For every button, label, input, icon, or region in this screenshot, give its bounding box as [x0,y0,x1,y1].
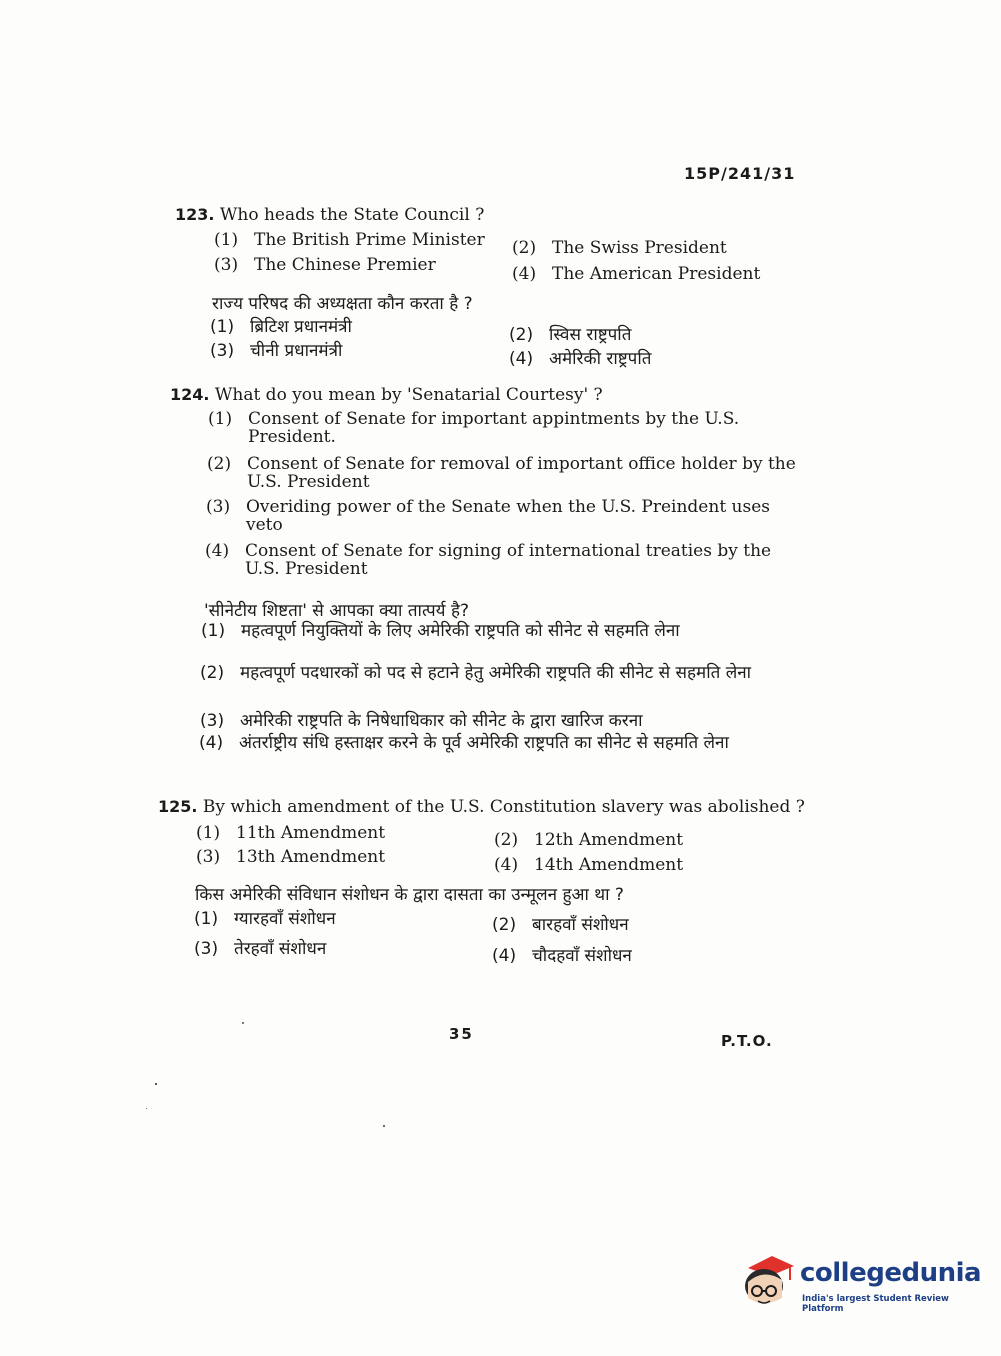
option-hi: (3) चीनी प्रधानमंत्री [210,341,343,361]
scan-speck [155,1083,157,1085]
question-number: 125. [158,797,198,816]
option-en: (3) Overiding power of the Senate when the U.S. Preindent uses veto [206,497,771,535]
option-hi: (2) बारहवाँ संशोधन [492,915,629,935]
question-text-en: What do you mean by 'Senatarial Courtesy' ? [214,385,603,405]
question-number: 123. [175,205,215,224]
question-124 [170,385,603,405]
option-en: (1) 11th Amendment [196,823,386,843]
option-en: (2) Consent of Senate for removal of important office holder by the U.S. President [207,454,796,492]
scan-speck [242,1022,244,1024]
option-en: (2) The Swiss President [512,238,727,258]
option-en: (3) 13th Amendment [196,847,386,867]
question-text-en: By which amendment of the U.S. Constitution slavery was abolished ? [202,797,805,817]
option-hi: (3) अमेरिकी राष्ट्रपति के निषेधाधिकार को सीनेट के द्वारा खारिज करना [200,711,643,731]
option-hi: (2) स्विस राष्ट्रपति [509,325,632,345]
option-hi: (1) ब्रिटिश प्रधानमंत्री [210,317,352,337]
option-en: (3) The Chinese Premier [214,255,436,275]
option-hi: (2) महत्वपूर्ण पदधारकों को पद से हटाने हेतु अमेरिकी राष्ट्रपति की सीनेट से सहमति लेना [200,663,752,683]
option-en: (4) The American President [512,264,761,284]
question-125 [158,797,805,817]
mascot-icon [742,1254,794,1310]
option-hi: (3) तेरहवाँ संशोधन [194,939,327,959]
question-number: 124. [170,385,210,404]
option-hi: (1) महत्वपूर्ण नियुक्तियों के लिए अमेरिकी राष्ट्रपति को सीनेट से सहमति लेना [201,621,680,641]
option-en: (2) 12th Amendment [494,830,684,850]
pto-label: P.T.O. [721,1032,773,1050]
scan-speck [146,1108,147,1109]
option-hi: (1) ग्यारहवाँ संशोधन [194,909,336,929]
page-number: 35 [449,1025,474,1043]
paper-code: 15P/241/31 [684,164,796,183]
question-text-hi: किस अमेरिकी संविधान संशोधन के द्वारा दासता का उन्मूलन हुआ था ? [195,885,624,905]
option-hi: (4) अमेरिकी राष्ट्रपति [509,349,652,369]
question-text-hi: 'सीनेटीय शिष्टता' से आपका क्या तात्पर्य है? [204,601,469,621]
option-en: (4) Consent of Senate for signing of international treaties by the U.S. President [205,541,772,579]
option-hi: (4) चौदहवाँ संशोधन [492,946,632,966]
option-en: (1) Consent of Senate for important appintments by the U.S. President. [208,409,740,447]
question-text-hi: राज्य परिषद की अध्यक्षता कौन करता है ? [212,294,473,314]
collegedunia-logo[interactable] [742,1254,982,1314]
option-hi: (4) अंतर्राष्ट्रीय संधि हस्ताक्षर करने के पूर्व अमेरिकी राष्ट्रपति का सीनेट से सहमति लेना [199,733,729,753]
option-en: (4) 14th Amendment [494,855,684,875]
brand-name: collegedunia [800,1258,982,1288]
brand-tagline: India's largest Student Review Platform [802,1294,949,1314]
question-123 [175,205,484,225]
scan-speck [383,1125,385,1127]
question-text-en: Who heads the State Council ? [219,205,485,225]
option-en: (1) The British Prime Minister [214,230,485,250]
